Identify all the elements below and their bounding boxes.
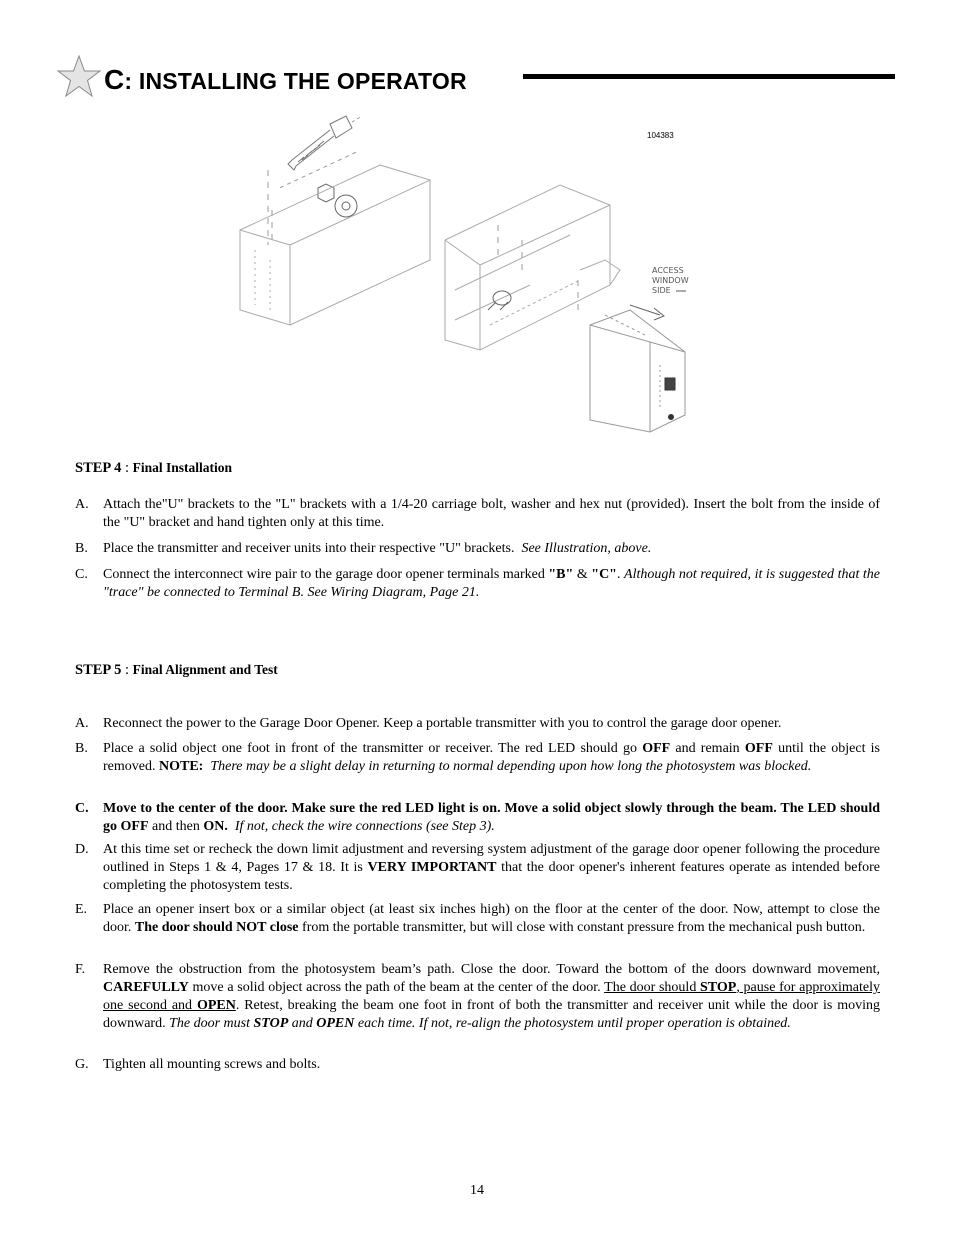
washer [335, 195, 357, 217]
step4-item-a: A. Attach the"U" brackets to the "L" brackets with a 1/4-20 carriage bolt, washer and hex nut (provided). Insert the bolt from the inside of the "U" bracket and hand tighten only at this time. [75, 497, 880, 530]
page-title: C: INSTALLING THE OPERATOR [104, 64, 467, 95]
callout-window: WINDOW [652, 276, 689, 285]
step5-item-d: D. At this time set or recheck the down limit adjustment and reversing system adjustment of the garage door opener following the procedure outlined in Steps 1 & 4, Pages 17 & 18. It is VERY IMPORTANT that the door opener's inherent features operate as intended before completing the photosystem tests. [75, 842, 880, 893]
step5-item-b: B. Place a solid object one foot in front of the transmitter or receiver. The red LED should go OFF and remain OFF until the object is removed. NOTE: There may be a slight delay in returning to normal depending upon how long the photosystem was blocked. [75, 741, 880, 774]
photo-eye-unit [590, 310, 685, 432]
figure-id: 104383 [647, 131, 674, 140]
page-number: 14 [470, 1183, 484, 1198]
carriage-bolt [288, 116, 352, 170]
callout-access: ACCESS [652, 266, 684, 275]
star-icon [56, 54, 102, 100]
step5-item-f: F. Remove the obstruction from the photosystem beam’s path. Close the door. Toward the bottom of the doors downward movement, CAREFULLY move a solid object across the path of the beam at the center of the door. The door should STOP, pause for approximately one second and OPEN. Retest, breaking the beam one foot in front of both the transmitter and receiver unit while the door is moving downward. The door must STOP and OPEN each time. If not, re-align the photosystem until proper operation is obtained. [75, 962, 880, 1031]
small-bolt [488, 291, 511, 310]
section-header [52, 52, 902, 104]
step4-item-b: B. Place the transmitter and receiver units into their respective "U" brackets. See Illustration, above. [75, 541, 652, 556]
step5-item-g: G. Tighten all mounting screws and bolts. [75, 1057, 321, 1072]
callout-side: SIDE [652, 286, 671, 295]
step5-item-e: E. Place an opener insert box or a similar object (at least six inches high) on the floor at the center of the door. Now, attempt to close the door. The door should NOT close from the portable transmitter, but will close with constant pressure from the mechanical push button. [75, 902, 880, 935]
step5-heading: STEP 5 : Final Alignment and Test [75, 662, 278, 678]
step4-item-c: C. Connect the interconnect wire pair to the garage door opener terminals marked "B" & "C". Although not required, it is suggested that the "trace" be connected to Terminal B. See Wiring Diagram, Page 21. [75, 567, 881, 600]
step5-item-c: C. Move to the center of the door. Make sure the red LED light is on. Move a solid object slowly through the beam. The LED should go OFF and then ON. If not, check the wire connections (see Step 3). [75, 801, 880, 834]
step4-heading: STEP 4 : Final Installation [75, 460, 233, 476]
step5-item-a: A. Reconnect the power to the Garage Door Opener. Keep a portable transmitter with you to control the garage door opener. [75, 716, 782, 731]
title-rule [523, 74, 895, 79]
bracket-assembly-illustration [230, 110, 700, 440]
